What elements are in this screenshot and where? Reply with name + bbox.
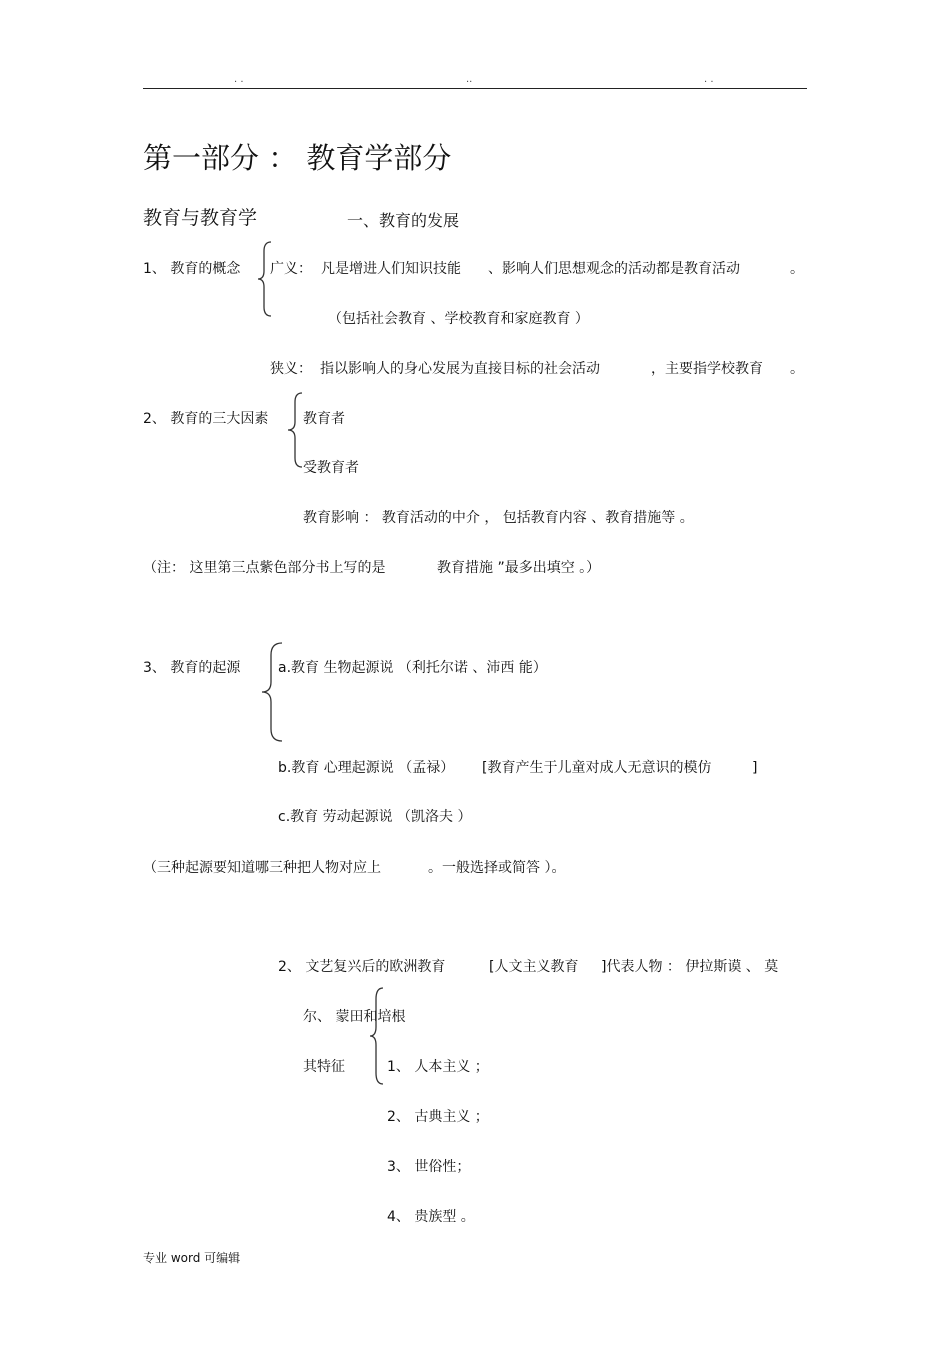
item1-narrow-text: 指以影响人的身心发展为直接目标的社会活动 — [320, 361, 600, 377]
item3-label: 3、 教育的起源 — [143, 660, 241, 676]
item3-origin-a: a.教育 生物起源说 （利托尔诺 、沛西 能） — [278, 660, 547, 676]
header-rule — [143, 88, 807, 89]
item1-narrow-end: 。 — [790, 361, 804, 377]
renaissance-feature-label: 其特征 — [303, 1059, 345, 1075]
item2-factor3: 教育影响 ： 教育活动的中介 ， 包括教育内容 、教育措施等 。 — [303, 510, 694, 526]
item1-brace — [257, 241, 273, 317]
page-title: 第一部分 ： 教育学部分 — [143, 141, 452, 175]
header-dots-right: . . — [704, 74, 714, 85]
item2-label: 2、 教育的三大因素 — [143, 411, 269, 427]
item1-broad-text2: 、影响人们思想观念的活动都是教育活动 — [488, 261, 740, 277]
header-dots-left: . . — [234, 74, 244, 85]
item1-narrow-label: 狭义： — [270, 361, 312, 377]
item3-origin-b: b.教育 心理起源说 （孟禄） — [278, 760, 455, 776]
section-title: 教育与教育学 — [143, 207, 258, 229]
item3-origin-b-end: ] — [752, 760, 758, 776]
renaissance-feature2: 2、 古典主义 ； — [387, 1109, 489, 1125]
renaissance-line1: 2、 文艺复兴后的欧洲教育 — [278, 959, 446, 975]
item2-brace — [286, 392, 304, 468]
renaissance-brace — [369, 987, 385, 1085]
section-subtitle: 一、教育的发展 — [347, 211, 460, 230]
header-dots-center: .. — [466, 74, 473, 85]
item1-narrow-text2: ，主要指学校教育 — [651, 361, 763, 377]
renaissance-humanism: [人文主义教育 — [489, 959, 579, 975]
item2-factor1: 教育者 — [303, 411, 345, 427]
item1-paren: （包括社会教育 、学校教育和家庭教育 ） — [328, 311, 589, 327]
item3-origin-b-desc: [教育产生于儿童对成人无意识的模仿 — [482, 760, 712, 776]
item3-origin-c: c.教育 劳动起源说 （凯洛夫 ） — [278, 809, 472, 825]
item2-note1: （注： 这里第三点紫色部分书上写的是 — [143, 560, 386, 576]
item1-broad-text: 凡是增进人们知识技能 — [321, 261, 461, 277]
renaissance-feature3: 3、 世俗性； — [387, 1159, 471, 1175]
item2-note2: 教育措施 ”最多出填空 。） — [437, 560, 601, 576]
item1-label: 1、 教育的概念 — [143, 261, 241, 277]
item3-note1: （三种起源要知道哪三种把人物对应上 — [143, 860, 381, 876]
renaissance-feature4: 4、 贵族型 。 — [387, 1209, 475, 1225]
item3-brace — [260, 642, 284, 742]
item2-factor2: 受教育者 — [303, 460, 359, 476]
item1-broad-end: 。 — [790, 261, 804, 277]
renaissance-feature1: 1、 人本主义 ； — [387, 1059, 489, 1075]
item1-broad-label: 广义： — [270, 261, 312, 277]
renaissance-figures: ]代表人物 ： 伊拉斯谟 、 莫 — [601, 959, 779, 975]
item3-note2: 。一般选择或简答 ）。 — [428, 860, 566, 876]
footer-text: 专业 word 可编辑 — [143, 1251, 241, 1265]
renaissance-line2: 尔、 蒙田和培根 — [303, 1009, 406, 1025]
